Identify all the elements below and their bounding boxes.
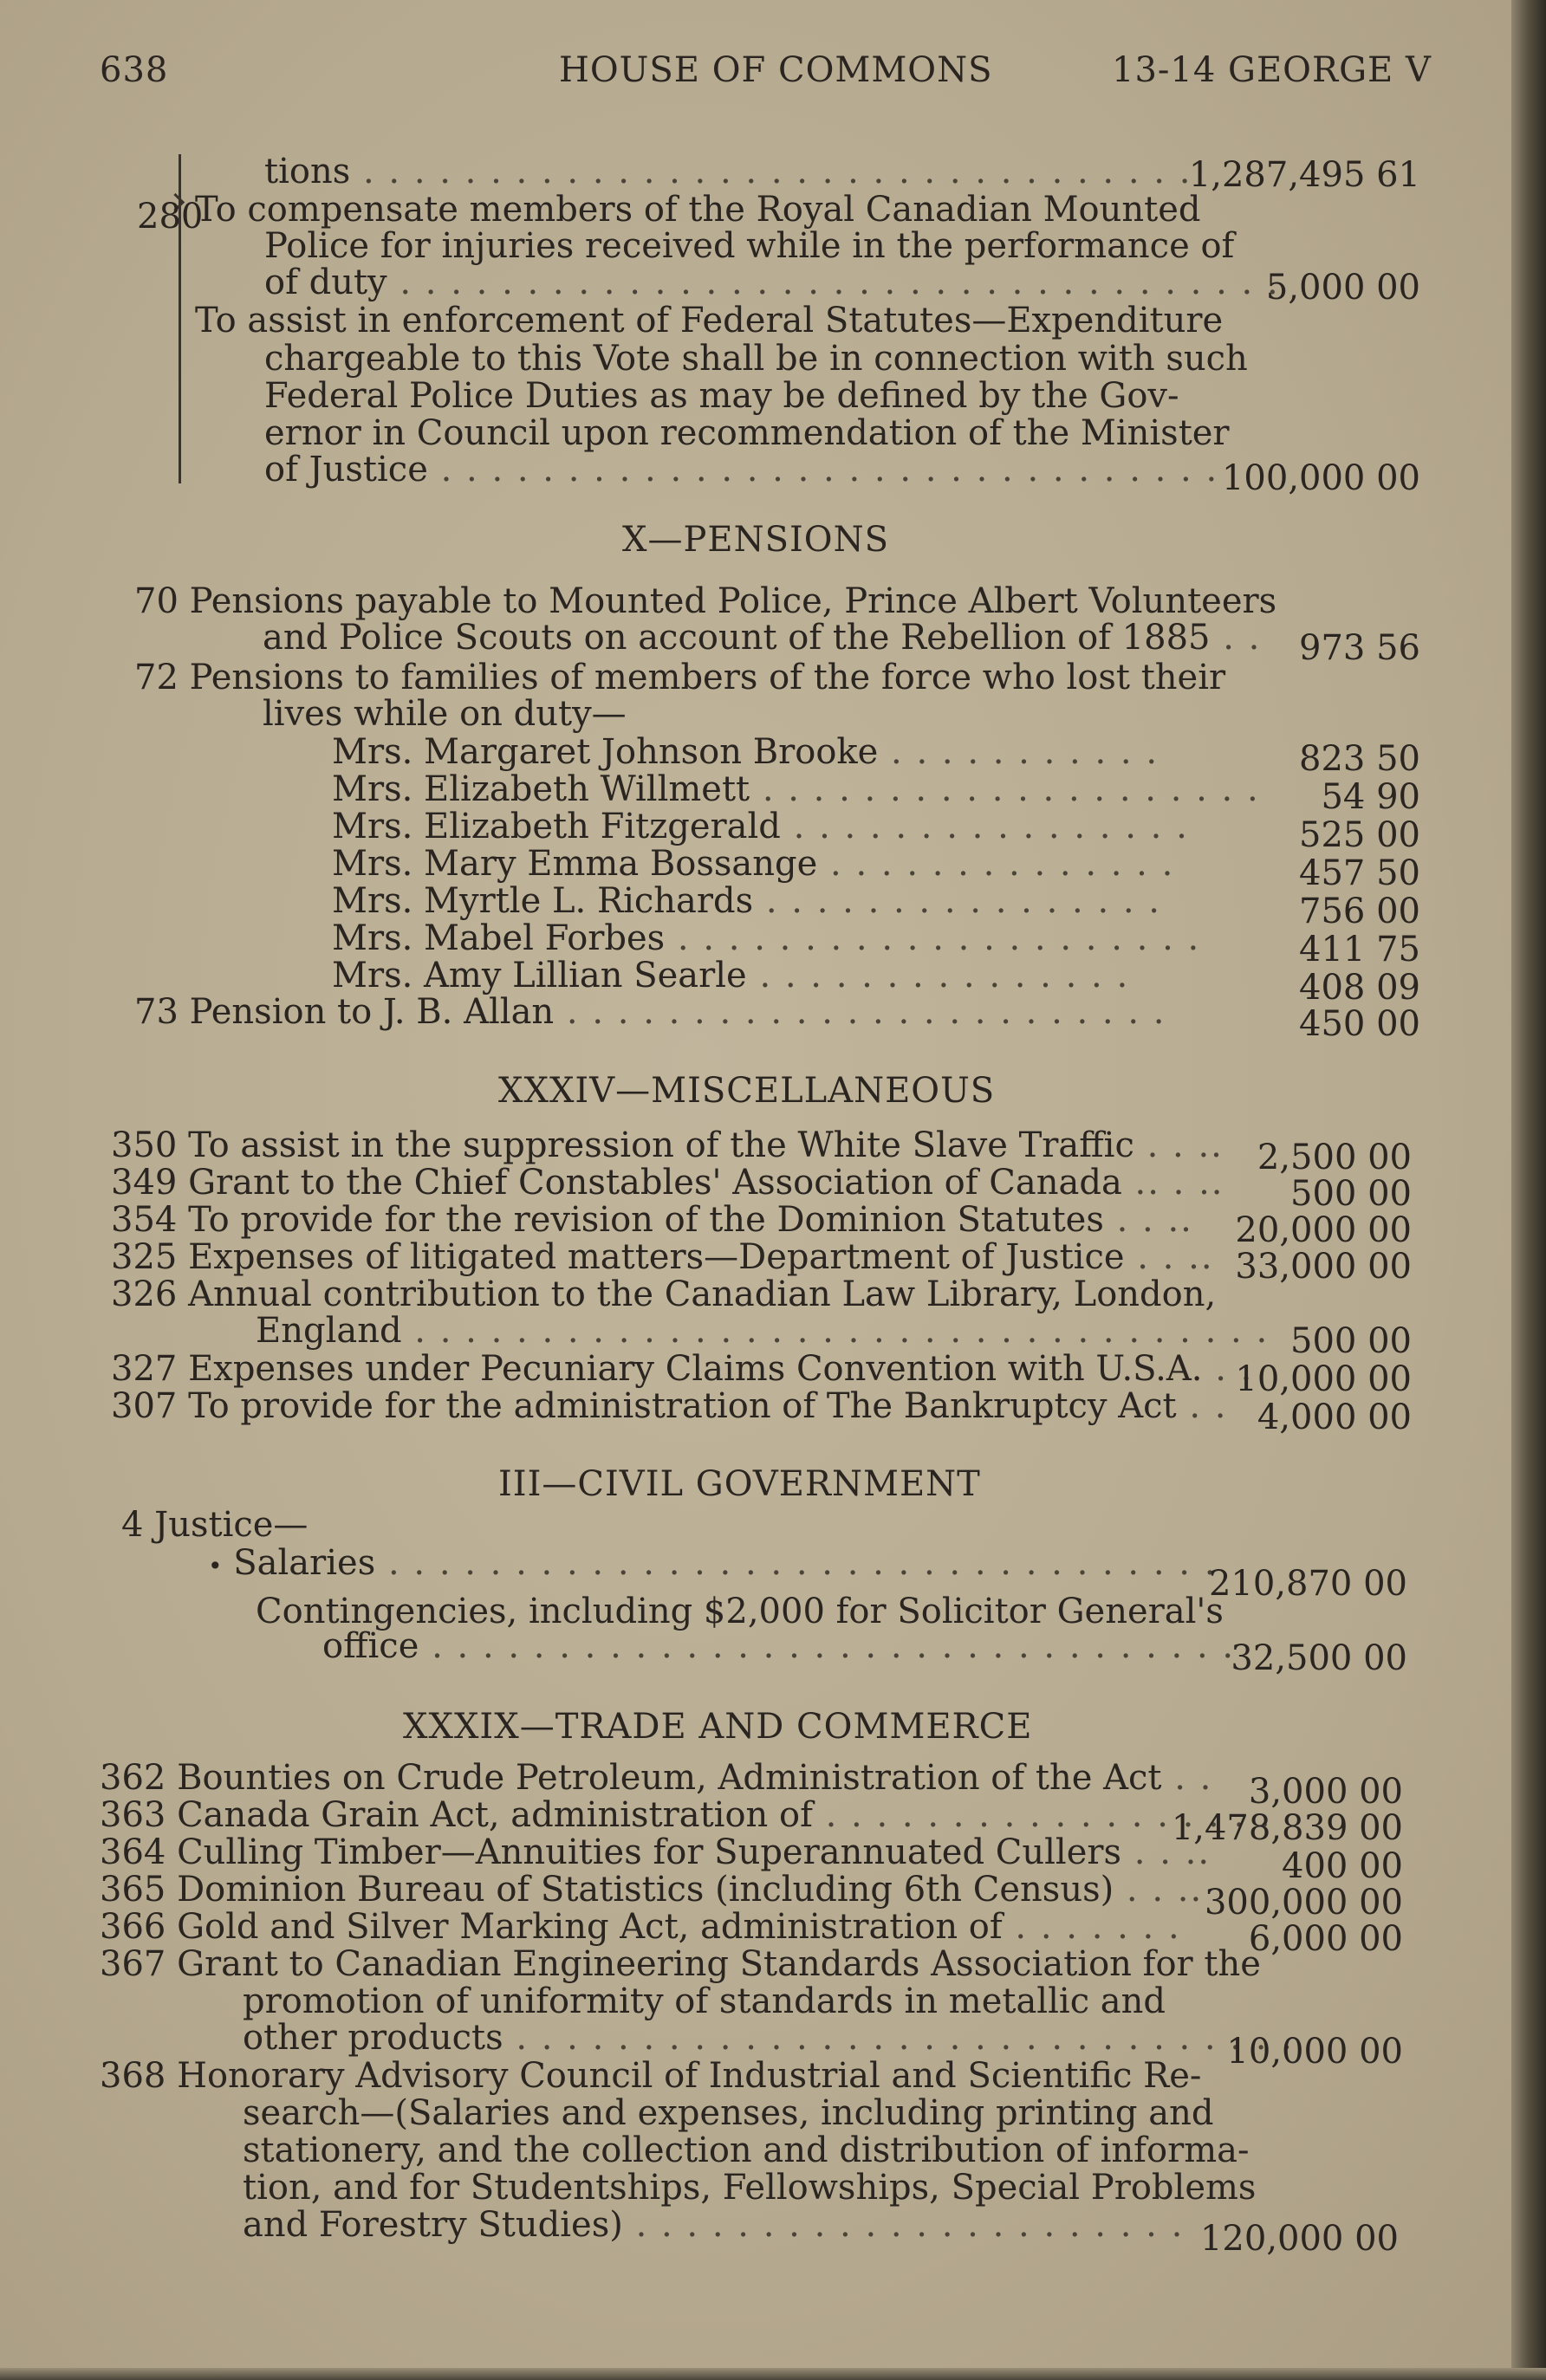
amount: 525 00 [1299,815,1420,855]
amount: 756 00 [1299,892,1420,931]
amount: 120,000 00 [1199,2219,1399,2259]
amount: 3,000 00 [1248,1772,1403,1812]
text-line: and Forestry Studies) . . . . . . . . . . . . . . . . . . . . . . [243,2205,1185,2245]
text-line: 354 To provide for the revision of the Dominion Statutes . . .. [111,1200,1193,1240]
pension-name: Mrs. Mary Emma Bossange . . . . . . . . . . . . . . [332,844,1175,884]
text-line: 362 Bounties on Crude Petroleum, Administration of the Act . . [100,1758,1213,1798]
text-line: office . . . . . . . . . . . . . . . . . . . . . . . . . . . . . . . . [322,1626,1236,1666]
amount: 1,287,495 61 [1188,155,1420,195]
pension-name: Mrs. Amy Lillian Searle . . . . . . . . . . . . . . . [332,956,1130,995]
amount: 973 56 [1299,628,1420,668]
text-line: promotion of uniformity of standards in metallic and [243,1981,1166,2021]
amount: 4,000 00 [1257,1398,1412,1437]
amount: 408 09 [1299,968,1420,1008]
text-line: lives while on duty— [263,694,627,734]
vote-number: 280 [137,197,204,237]
text-line: other products . . . . . . . . . . . . . . . . . . . . . . . . . . . . . . . [243,2018,1294,2058]
pension-name: Mrs. Elizabeth Willmett . . . . . . . . . . . . . . . . . . . . [332,769,1260,809]
text-line: 368 Honorary Advisory Council of Industrial and Scientific Re- [100,2056,1202,2096]
text-line: Contingencies, including $2,000 for Solicitor General's [256,1592,1224,1631]
pension-name: Mrs. Mabel Forbes . . . . . . . . . . . . . . . . . . . . . [332,918,1201,958]
text-line: and Police Scouts on account of the Rebellion of 1885 . . [263,618,1262,658]
amount: 411 75 [1299,930,1420,970]
amount: 500 00 [1290,1174,1412,1214]
text-line: ernor in Council upon recommendation of the Minister [264,413,1230,453]
bullet-mark: • [208,1552,223,1580]
text-line: 326 Annual contribution to the Canadian Law Library, London, [111,1274,1217,1314]
text-line: 364 Culling Timber—Annuities for Superannuated Cullers . . .. [100,1832,1211,1872]
page-title: HOUSE OF COMMONS [559,50,993,90]
amount: 10,000 00 [1226,2032,1403,2072]
text-line: Federal Police Duties as may be defined by the Gov- [264,376,1179,416]
text-line: search—(Salaries and expenses, including printing and [243,2093,1214,2133]
amount: 6,000 00 [1248,1919,1403,1959]
text-line: To assist in enforcement of Federal Statutes—Expenditure [195,301,1224,340]
amount: 10,000 00 [1235,1359,1412,1399]
section-heading: XXXIX—TRADE AND COMMERCE [403,1707,1033,1747]
amount: 54 90 [1321,777,1420,817]
amount: 400 00 [1282,1846,1403,1886]
text-line: 70 Pensions payable to Mounted Police, Prince Albert Volunteers [134,581,1277,621]
text-line: tion, and for Studentships, Fellowships, Special Problems [243,2168,1257,2208]
amount: 33,000 00 [1235,1247,1412,1287]
pension-name: Mrs. Myrtle L. Richards . . . . . . . . . . . . . . . . [332,881,1162,921]
text-line: 363 Canada Grain Act, administration of . . . . . . . . . . . . . . . . . . [100,1795,1272,1835]
amount: 100,000 00 [1221,458,1420,498]
section-heading: XXXIV—MISCELLANEOUS [498,1071,996,1111]
amount: 457 50 [1299,853,1420,893]
text-line: of Justice . . . . . . . . . . . . . . . . . . . . . . . . . . . . . . . [264,450,1219,490]
section-heading: X—PENSIONS [622,520,889,560]
amount: 2,500 00 [1257,1138,1412,1177]
text-line: 350 To assist in the suppression of the White Slave Traffic . . .. [111,1125,1224,1165]
text-line: 325 Expenses of litigated matters—Department of Justice . . .. [111,1237,1214,1277]
amount: 32,500 00 [1231,1638,1407,1678]
page-bottom-edge [0,2368,1546,2380]
text-line: 73 Pension to J. B. Allan . . . . . . . . . . . . . . . . . . . . . . . . [134,992,1166,1032]
text-line: 365 Dominion Bureau of Statistics (including 6th Census) . . .. [100,1870,1204,1910]
pension-name: Mrs. Elizabeth Fitzgerald . . . . . . . . . . . . . . . . [332,807,1189,846]
text-line: England . . . . . . . . . . . . . . . . . . . . . . . . . . . . . . . . . . [256,1311,1270,1351]
amount: 823 50 [1299,739,1420,779]
text-line: of duty . . . . . . . . . . . . . . . . . . . . . . . . . . . . . . . . . . . [264,263,1280,302]
amount: 450 00 [1299,1004,1420,1044]
text-line: To compensate members of the Royal Canadian Mounted [195,190,1201,230]
text-line: 327 Expenses under Pecuniary Claims Convention with U.S.A. . . [111,1349,1254,1389]
amount: 300,000 00 [1204,1883,1403,1923]
amount: 5,000 00 [1265,268,1420,308]
book-binding-edge [1511,0,1546,2380]
text-line: 72 Pensions to families of members of the force who lost their [134,658,1226,697]
text-line: stationery, and the collection and distribution of informa- [243,2130,1250,2170]
text-line: 366 Gold and Silver Marking Act, administration of . . . . . . . [100,1907,1181,1947]
text-line: 349 Grant to the Chief Constables' Association of Canada .. . .. [111,1163,1224,1203]
text-line: 4 Justice— [121,1505,309,1545]
text-line: tions . . . . . . . . . . . . . . . . . . . . . . . . . . . . . . . . . [264,152,1192,191]
text-line: Police for injuries received while in the performance of [264,226,1235,266]
page-number: 638 [100,50,169,90]
amount: 210,870 00 [1208,1564,1407,1604]
text-line: 367 Grant to Canadian Engineering Standards Association for the [100,1944,1261,1984]
text-line: • Salaries . . . . . . . . . . . . . . . . . . . . . . . . . . . . . . . . . [208,1543,1218,1583]
amount: 500 00 [1290,1321,1412,1361]
text-line: chargeable to this Vote shall be in connection with such [264,339,1248,379]
amount: 1,478,839 00 [1171,1808,1403,1848]
pension-name: Mrs. Margaret Johnson Brooke . . . . . . . . . . . [332,732,1160,772]
text-line: 307 To provide for the administration of The Bankruptcy Act . . [111,1386,1228,1426]
session-label: 13-14 GEORGE V [1112,50,1432,90]
amount: 20,000 00 [1235,1210,1412,1250]
section-heading: III—CIVIL GOVERNMENT [498,1464,981,1504]
